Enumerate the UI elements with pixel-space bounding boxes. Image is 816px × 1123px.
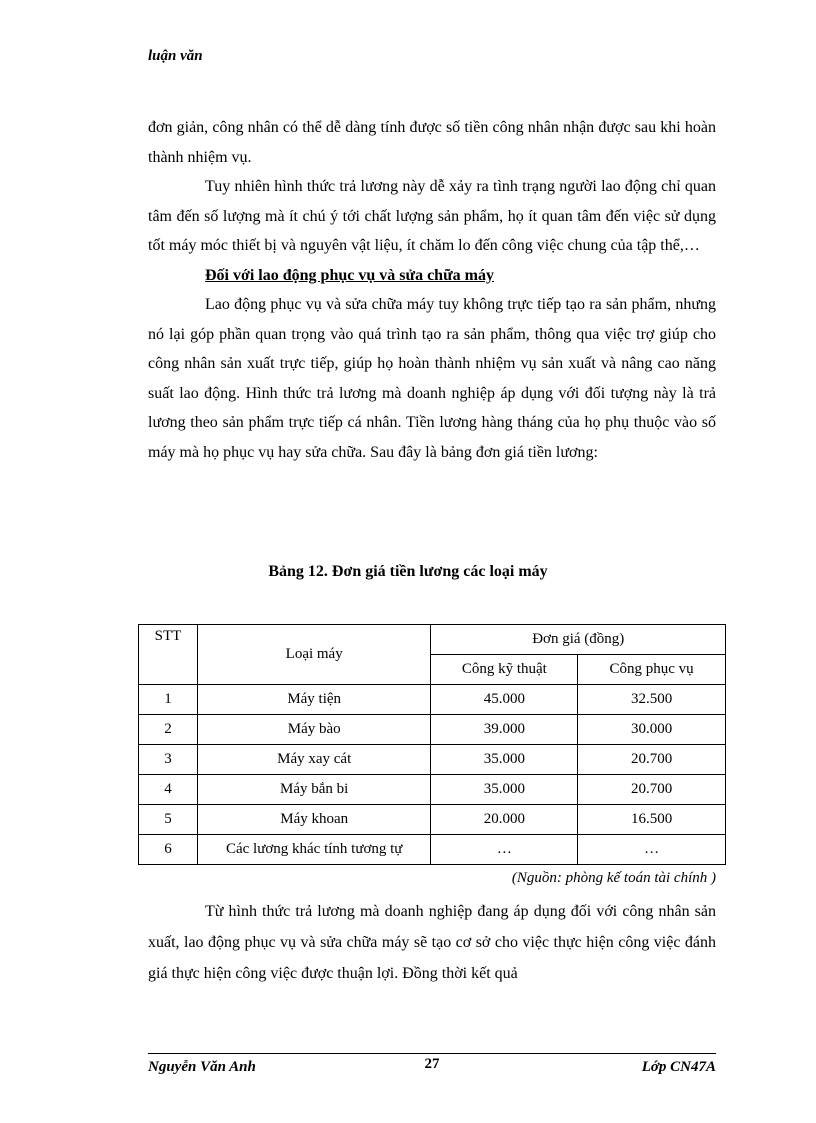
cell-technical: 45.000	[431, 685, 578, 715]
price-table	[138, 624, 726, 865]
subheading-text: Đối với lao động phục vụ và sửa chữa máy	[205, 266, 494, 284]
page-number: 27	[424, 1056, 440, 1072]
cell-name: Máy xay cát	[197, 745, 431, 775]
cell-service: …	[578, 835, 726, 865]
table-row	[139, 835, 726, 865]
table-caption: Bảng 12. Đơn giá tiền lương các loại máy	[268, 563, 548, 580]
body-text-top	[148, 113, 716, 467]
cell-name: Máy bắn bi	[197, 775, 431, 805]
running-header: luận văn	[148, 48, 203, 64]
table-row	[139, 745, 726, 775]
cell-name: Máy khoan	[197, 805, 431, 835]
cell-name: Các lương khác tính tương tự	[197, 835, 431, 865]
cell-stt: 2	[139, 715, 198, 745]
header-service: Công phục vụ	[578, 655, 726, 685]
cell-stt: 6	[139, 835, 198, 865]
table-row	[139, 805, 726, 835]
paragraph: Lao động phục vụ và sửa chữa máy tuy không trực tiếp tạo ra sản phẩm, nhưng nó lại góp phần quan trọng vào quá trình tạo ra sản phẩm, thông qua việc trợ giúp cho công nhân sản xuất trực tiếp, giúp họ hoàn thành nhiệm vụ sản xuất và nâng cao năng suất lao động. Hình thức trả lương mà doanh nghiệp áp dụng với đối tượng này là trả lương theo sản phẩm trực tiếp cá nhân. Tiền lương hàng tháng của họ phụ thuộc vào số máy mà họ phục vụ hay sửa chữa. Sau đây là bảng đơn giá tiền lương:	[148, 296, 716, 461]
footer-author: Nguyễn Văn Anh	[148, 1059, 256, 1075]
paragraph: đơn giản, công nhân có thể dễ dàng tính được số tiền công nhân nhận được sau khi hoàn thành nhiệm vụ.	[148, 119, 716, 166]
header-unit-price: Đơn giá (đồng)	[431, 625, 726, 655]
table-row	[139, 775, 726, 805]
price-table-body	[139, 685, 726, 865]
section-subheading	[148, 261, 716, 291]
cell-name: Máy tiện	[197, 685, 431, 715]
cell-stt: 1	[139, 685, 198, 715]
cell-service: 16.500	[578, 805, 726, 835]
cell-stt: 3	[139, 745, 198, 775]
cell-technical: 39.000	[431, 715, 578, 745]
footer-divider	[148, 1053, 716, 1054]
cell-technical: …	[431, 835, 578, 865]
paragraph: Từ hình thức trả lương mà doanh nghiệp đang áp dụng đối với công nhân sản xuất, lao động phục vụ và sửa chữa máy sẽ tạo cơ sở cho việc thực hiện công việc đánh giá thực hiện công việc được thuận lợi. Đồng thời kết quả	[148, 903, 716, 982]
body-text-bottom	[148, 896, 716, 989]
cell-technical: 20.000	[431, 805, 578, 835]
table-source: (Nguồn: phòng kế toán tài chính )	[511, 870, 716, 886]
cell-technical: 35.000	[431, 775, 578, 805]
cell-stt: 4	[139, 775, 198, 805]
cell-technical: 35.000	[431, 745, 578, 775]
cell-service: 30.000	[578, 715, 726, 745]
table-row	[139, 715, 726, 745]
cell-service: 20.700	[578, 745, 726, 775]
paragraph: Tuy nhiên hình thức trả lương này dễ xảy ra tình trạng người lao động chỉ quan tâm đến số lượng mà ít chú ý tới chất lượng sản phẩm, họ ít quan tâm đến việc sử dụng tốt máy móc thiết bị và nguyên vật liệu, ít chăm lo đến công việc chung của tập thể,…	[148, 178, 716, 254]
cell-service: 32.500	[578, 685, 726, 715]
cell-stt: 5	[139, 805, 198, 835]
cell-service: 20.700	[578, 775, 726, 805]
header-stt: STT	[139, 625, 198, 685]
footer-class: Lớp CN47A	[641, 1059, 716, 1075]
header-technical: Công kỹ thuật	[431, 655, 578, 685]
header-machine-type: Loại máy	[197, 625, 431, 685]
cell-name: Máy bào	[197, 715, 431, 745]
table-row	[139, 685, 726, 715]
